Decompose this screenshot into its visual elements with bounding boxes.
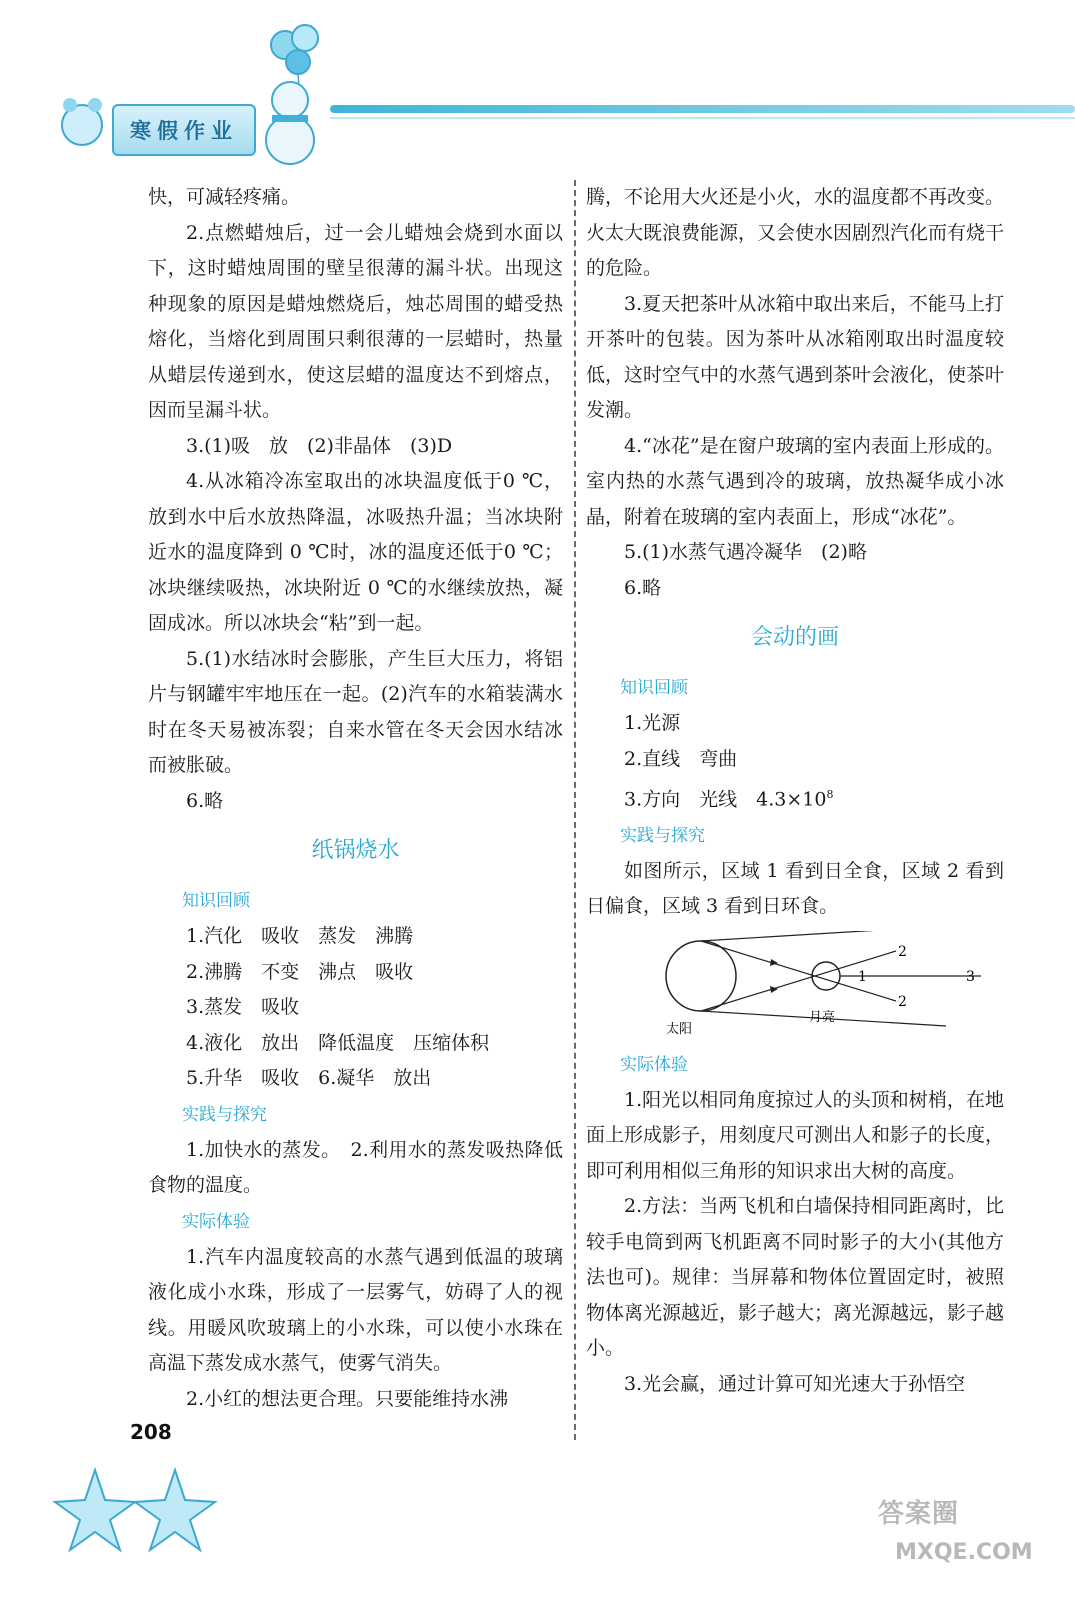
paragraph: 快，可减轻疼痛。: [148, 186, 301, 208]
paragraph: 2.方法：当两飞机和白墙保持相同距离时，比较手电筒到两飞机距离不同时影子的大小(其他方法也可)。规律：当屏幕和物体位置固定时，被照物体离光源越近，影子越大；离光源越远，影子越小。: [586, 1195, 1005, 1360]
section-title: 会动的画: [750, 625, 839, 650]
answer-line: 5.升华 吸收 6.凝华 放出: [186, 1067, 432, 1089]
watermark-url: MXQE.COM: [895, 1540, 1033, 1565]
paragraph: 1.加快水的蒸发。 2.利用水的蒸发吸热降低食物的温度。: [148, 1138, 563, 1196]
moon-label: 月亮: [809, 1009, 836, 1025]
header-badge: 寒假作业: [112, 104, 256, 156]
subsection-heading: 实践与探究: [620, 825, 705, 846]
section-title: 纸锅烧水: [311, 838, 400, 863]
watermark: 答案圈: [878, 1499, 960, 1529]
footer-decoration: [40, 1450, 280, 1560]
subsection-heading: 实际体验: [182, 1211, 250, 1232]
subsection-heading: 实践与探究: [182, 1104, 267, 1125]
paragraph: 1.汽车内温度较高的水蒸气遇到低温的玻璃液化成小水珠，形成了一层雾气，妨碍了人的视线。用暖风吹玻璃上的小水珠，可以使小水珠在高温下蒸发成水蒸气，使雾气消失。: [148, 1245, 563, 1374]
subsection-heading: 知识回顾: [182, 891, 250, 911]
subsection-heading: 知识回顾: [620, 678, 688, 698]
region-label-2: 2: [898, 943, 907, 960]
sun-circle: [666, 941, 736, 1011]
left-column: [148, 180, 563, 1417]
paragraph: 3.(1)吸 放 (2)非晶体 (3)D: [186, 434, 453, 457]
paragraph: 4.从冰箱冷冻室取出的冰块温度低于0 ℃，放到水中后水放热降温，冰吸热升温；当冰块附近水的温度降到 0 ℃时，冰的温度还低于0 ℃；冰块继续吸热，冰块附近 0 ℃的水继续放热，凝固成冰。所以冰块会“粘”到一起。: [148, 470, 563, 634]
region-label-1: 1: [858, 968, 867, 985]
paragraph: 1.阳光以相同角度掠过人的头顶和树梢，在地面上形成影子，用刻度尺可测出人和影子的长度，即可利用相似三角形的知识求出大树的高度。: [586, 1088, 1005, 1182]
eclipse-svg: [626, 931, 986, 1041]
paragraph: 如图所示，区域 1 看到日全食，区域 2 看到日偏食，区域 3 看到日环食。: [586, 859, 1004, 918]
answer-line: [586, 777, 1004, 818]
ray: [701, 931, 946, 941]
answer-line: 2.沸腾 不变 沸点 吸收: [186, 960, 414, 983]
paragraph: 腾，不论用大火还是小火，水的温度都不再改变。火太大既浪费能源，又会使水因剧烈汽化而有烧干的危险。: [586, 186, 1005, 279]
exponent: 8: [826, 788, 834, 801]
column-divider: [574, 180, 576, 1440]
region-label-2: 2: [898, 993, 907, 1010]
header-rule-thin: [330, 117, 1075, 119]
paragraph: 3.光会赢，通过计算可知光速大于孙悟空: [624, 1372, 966, 1395]
page-header: [0, 0, 1075, 170]
region-label-3: 3: [966, 968, 975, 985]
eclipse-diagram: [626, 931, 986, 1041]
paragraph: 5.(1)水结冰时会膨胀，产生巨大压力，将铝片与钢罐牢牢地压在一起。(2)汽车的水箱装满水时在冬天易被冻裂；自来水管在冬天会因水结冰而被胀破。: [148, 647, 563, 776]
header-rule: [330, 105, 1075, 113]
answer-line: 1.光源: [624, 712, 681, 734]
paragraph: 5.(1)水蒸气遇冷凝华 (2)略: [624, 541, 867, 563]
paragraph: 6.略: [186, 789, 224, 812]
answer-line: 2.直线 弯曲: [624, 747, 738, 770]
subsection-heading: 实际体验: [620, 1054, 688, 1075]
answer-line: 3.蒸发 吸收: [186, 996, 300, 1018]
paragraph: 6.略: [624, 576, 662, 599]
right-column: [586, 180, 1004, 1402]
sun-label: 太阳: [666, 1021, 693, 1037]
paragraph: 3.夏天把茶叶从冰箱中取出来后，不能马上打开茶叶的包装。因为茶叶从冰箱刚取出时温度较低，这时空气中的水蒸气遇到茶叶会液化，使茶叶发潮。: [586, 292, 1005, 421]
answer-text: 3.方向 光线 4.3×10: [624, 788, 827, 811]
paragraph: 2.点燃蜡烛后，过一会儿蜡烛会烧到水面以下，这时蜡烛周围的壁呈很薄的漏斗状。出现这种现象的原因是蜡烛燃烧后，烛芯周围的蜡受热熔化，当熔化到周围只剩很薄的一层蜡时，热量从蜡层传递到水，使这层蜡的温度达不到熔点，因而呈漏斗状。: [148, 221, 563, 421]
page-number: 208: [130, 1420, 172, 1444]
answer-line: 4.液化 放出 降低温度 压缩体积: [186, 1031, 490, 1054]
answer-line: 1.汽化 吸收 蒸发 沸腾: [186, 925, 414, 947]
paragraph: 4.“冰花”是在窗户玻璃的室内表面上形成的。室内热的水蒸气遇到冷的玻璃，放热凝华成小冰晶，附着在玻璃的室内表面上，形成“冰花”。: [586, 434, 1004, 528]
paragraph: 2.小红的想法更合理。只要能维持水沸: [186, 1387, 509, 1410]
